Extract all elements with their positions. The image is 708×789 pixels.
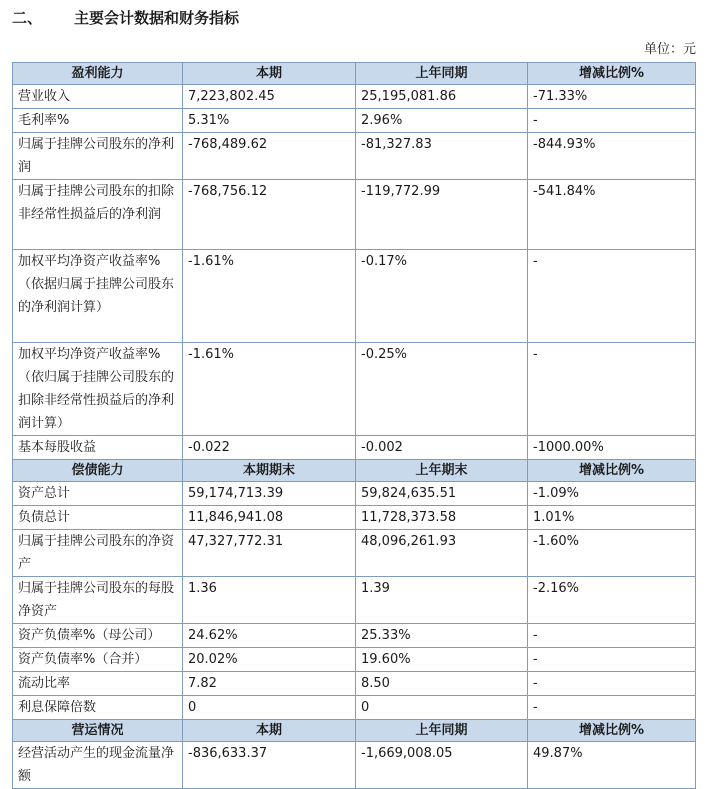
- table-row: [13, 109, 696, 133]
- table-cell: -844.93%: [528, 133, 696, 180]
- column-header: 偿债能力: [13, 460, 183, 482]
- table-cell: 2.96%: [356, 109, 528, 133]
- table-cell: -541.84%: [528, 180, 696, 250]
- row-label: 营业收入: [13, 85, 183, 109]
- row-label: 加权平均净资产收益率%（依据归属于挂牌公司股东的净利润计算）: [13, 250, 183, 343]
- table-row: [13, 648, 696, 672]
- table-cell: 20.02%: [183, 648, 356, 672]
- table-cell: -: [528, 672, 696, 696]
- table-cell: -81,327.83: [356, 133, 528, 180]
- table-row: [13, 133, 696, 180]
- table-cell: -768,756.12: [183, 180, 356, 250]
- table-row: [13, 85, 696, 109]
- table-cell: 25,195,081.86: [356, 85, 528, 109]
- table-cell: 11,728,373.58: [356, 506, 528, 530]
- table-cell: 24.62%: [183, 624, 356, 648]
- table-cell: 11,846,941.08: [183, 506, 356, 530]
- table-cell: -1.61%: [183, 343, 356, 436]
- column-header: 本期: [183, 63, 356, 85]
- table-cell: -2.16%: [528, 577, 696, 624]
- table-cell: -1.09%: [528, 482, 696, 506]
- column-header: 本期: [183, 720, 356, 742]
- table-row: [13, 624, 696, 648]
- column-header: 本期期末: [183, 460, 356, 482]
- table-row: [13, 577, 696, 624]
- table-row: [13, 250, 696, 343]
- table-cell: -: [528, 624, 696, 648]
- column-header: 上年同期: [356, 63, 528, 85]
- table-cell: -836,633.37: [183, 742, 356, 789]
- table-cell: -71.33%: [528, 85, 696, 109]
- row-label: 经营活动产生的现金流量净额: [13, 742, 183, 789]
- table-cell: 19.60%: [356, 648, 528, 672]
- table-cell: 8.50: [356, 672, 528, 696]
- row-label: 毛利率%: [13, 109, 183, 133]
- table-cell: -1,669,008.05: [356, 742, 528, 789]
- column-header: 上年同期: [356, 720, 528, 742]
- row-label: 资产总计: [13, 482, 183, 506]
- table-row: [13, 482, 696, 506]
- table-row: [13, 530, 696, 577]
- row-label: 流动比率: [13, 672, 183, 696]
- column-header: 增减比例%: [528, 63, 696, 85]
- row-label: 归属于挂牌公司股东的净资产: [13, 530, 183, 577]
- row-label: 归属于挂牌公司股东的每股净资产: [13, 577, 183, 624]
- table-cell: -: [528, 696, 696, 720]
- table-row: [13, 672, 696, 696]
- table-row: [13, 506, 696, 530]
- table-cell: -0.25%: [356, 343, 528, 436]
- table-cell: 49.87%: [528, 742, 696, 789]
- table-cell: 59,174,713.39: [183, 482, 356, 506]
- table-section-header: [13, 460, 696, 482]
- table-cell: -1.60%: [528, 530, 696, 577]
- column-header: 上年期末: [356, 460, 528, 482]
- table-cell: -1000.00%: [528, 436, 696, 460]
- table-cell: -: [528, 648, 696, 672]
- table-cell: 47,327,772.31: [183, 530, 356, 577]
- table-section-header: [13, 720, 696, 742]
- row-label: 利息保障倍数: [13, 696, 183, 720]
- table-cell: 59,824,635.51: [356, 482, 528, 506]
- currency-unit-label: 单位：元: [643, 42, 696, 57]
- table-cell: 1.36: [183, 577, 356, 624]
- table-cell: 25.33%: [356, 624, 528, 648]
- table-cell: 1.01%: [528, 506, 696, 530]
- table-cell: -1.61%: [183, 250, 356, 343]
- table-row: [13, 742, 696, 789]
- section-number: 二、: [12, 9, 43, 27]
- table-row: [13, 436, 696, 460]
- row-label: 加权平均净资产收益率%（依归属于挂牌公司股东的扣除非经常性损益后的净利润计算）: [13, 343, 183, 436]
- table-cell: 1.39: [356, 577, 528, 624]
- table-row: [13, 696, 696, 720]
- table-cell: -: [528, 250, 696, 343]
- row-label: 资产负债率%（母公司）: [13, 624, 183, 648]
- column-header: 增减比例%: [528, 460, 696, 482]
- section-title: 主要会计数据和财务指标: [74, 9, 240, 27]
- section-heading: [12, 6, 239, 30]
- table-cell: -119,772.99: [356, 180, 528, 250]
- table-cell: 5.31%: [183, 109, 356, 133]
- table-cell: 0: [356, 696, 528, 720]
- table-cell: 48,096,261.93: [356, 530, 528, 577]
- financial-indicators-table: [12, 62, 696, 789]
- table-cell: -: [528, 109, 696, 133]
- table-cell: -768,489.62: [183, 133, 356, 180]
- table-cell: -0.022: [183, 436, 356, 460]
- row-label: 基本每股收益: [13, 436, 183, 460]
- table-cell: -: [528, 343, 696, 436]
- column-header: 增减比例%: [528, 720, 696, 742]
- table-section-header: [13, 63, 696, 85]
- table-cell: 7,223,802.45: [183, 85, 356, 109]
- row-label: 归属于挂牌公司股东的扣除非经常性损益后的净利润: [13, 180, 183, 250]
- row-label: 资产负债率%（合并）: [13, 648, 183, 672]
- row-label: 负债总计: [13, 506, 183, 530]
- row-label: 归属于挂牌公司股东的净利润: [13, 133, 183, 180]
- column-header: 盈利能力: [13, 63, 183, 85]
- table-cell: -0.002: [356, 436, 528, 460]
- table-row: [13, 343, 696, 436]
- table-row: [13, 180, 696, 250]
- table-cell: 7.82: [183, 672, 356, 696]
- table-cell: -0.17%: [356, 250, 528, 343]
- column-header: 营运情况: [13, 720, 183, 742]
- table-cell: 0: [183, 696, 356, 720]
